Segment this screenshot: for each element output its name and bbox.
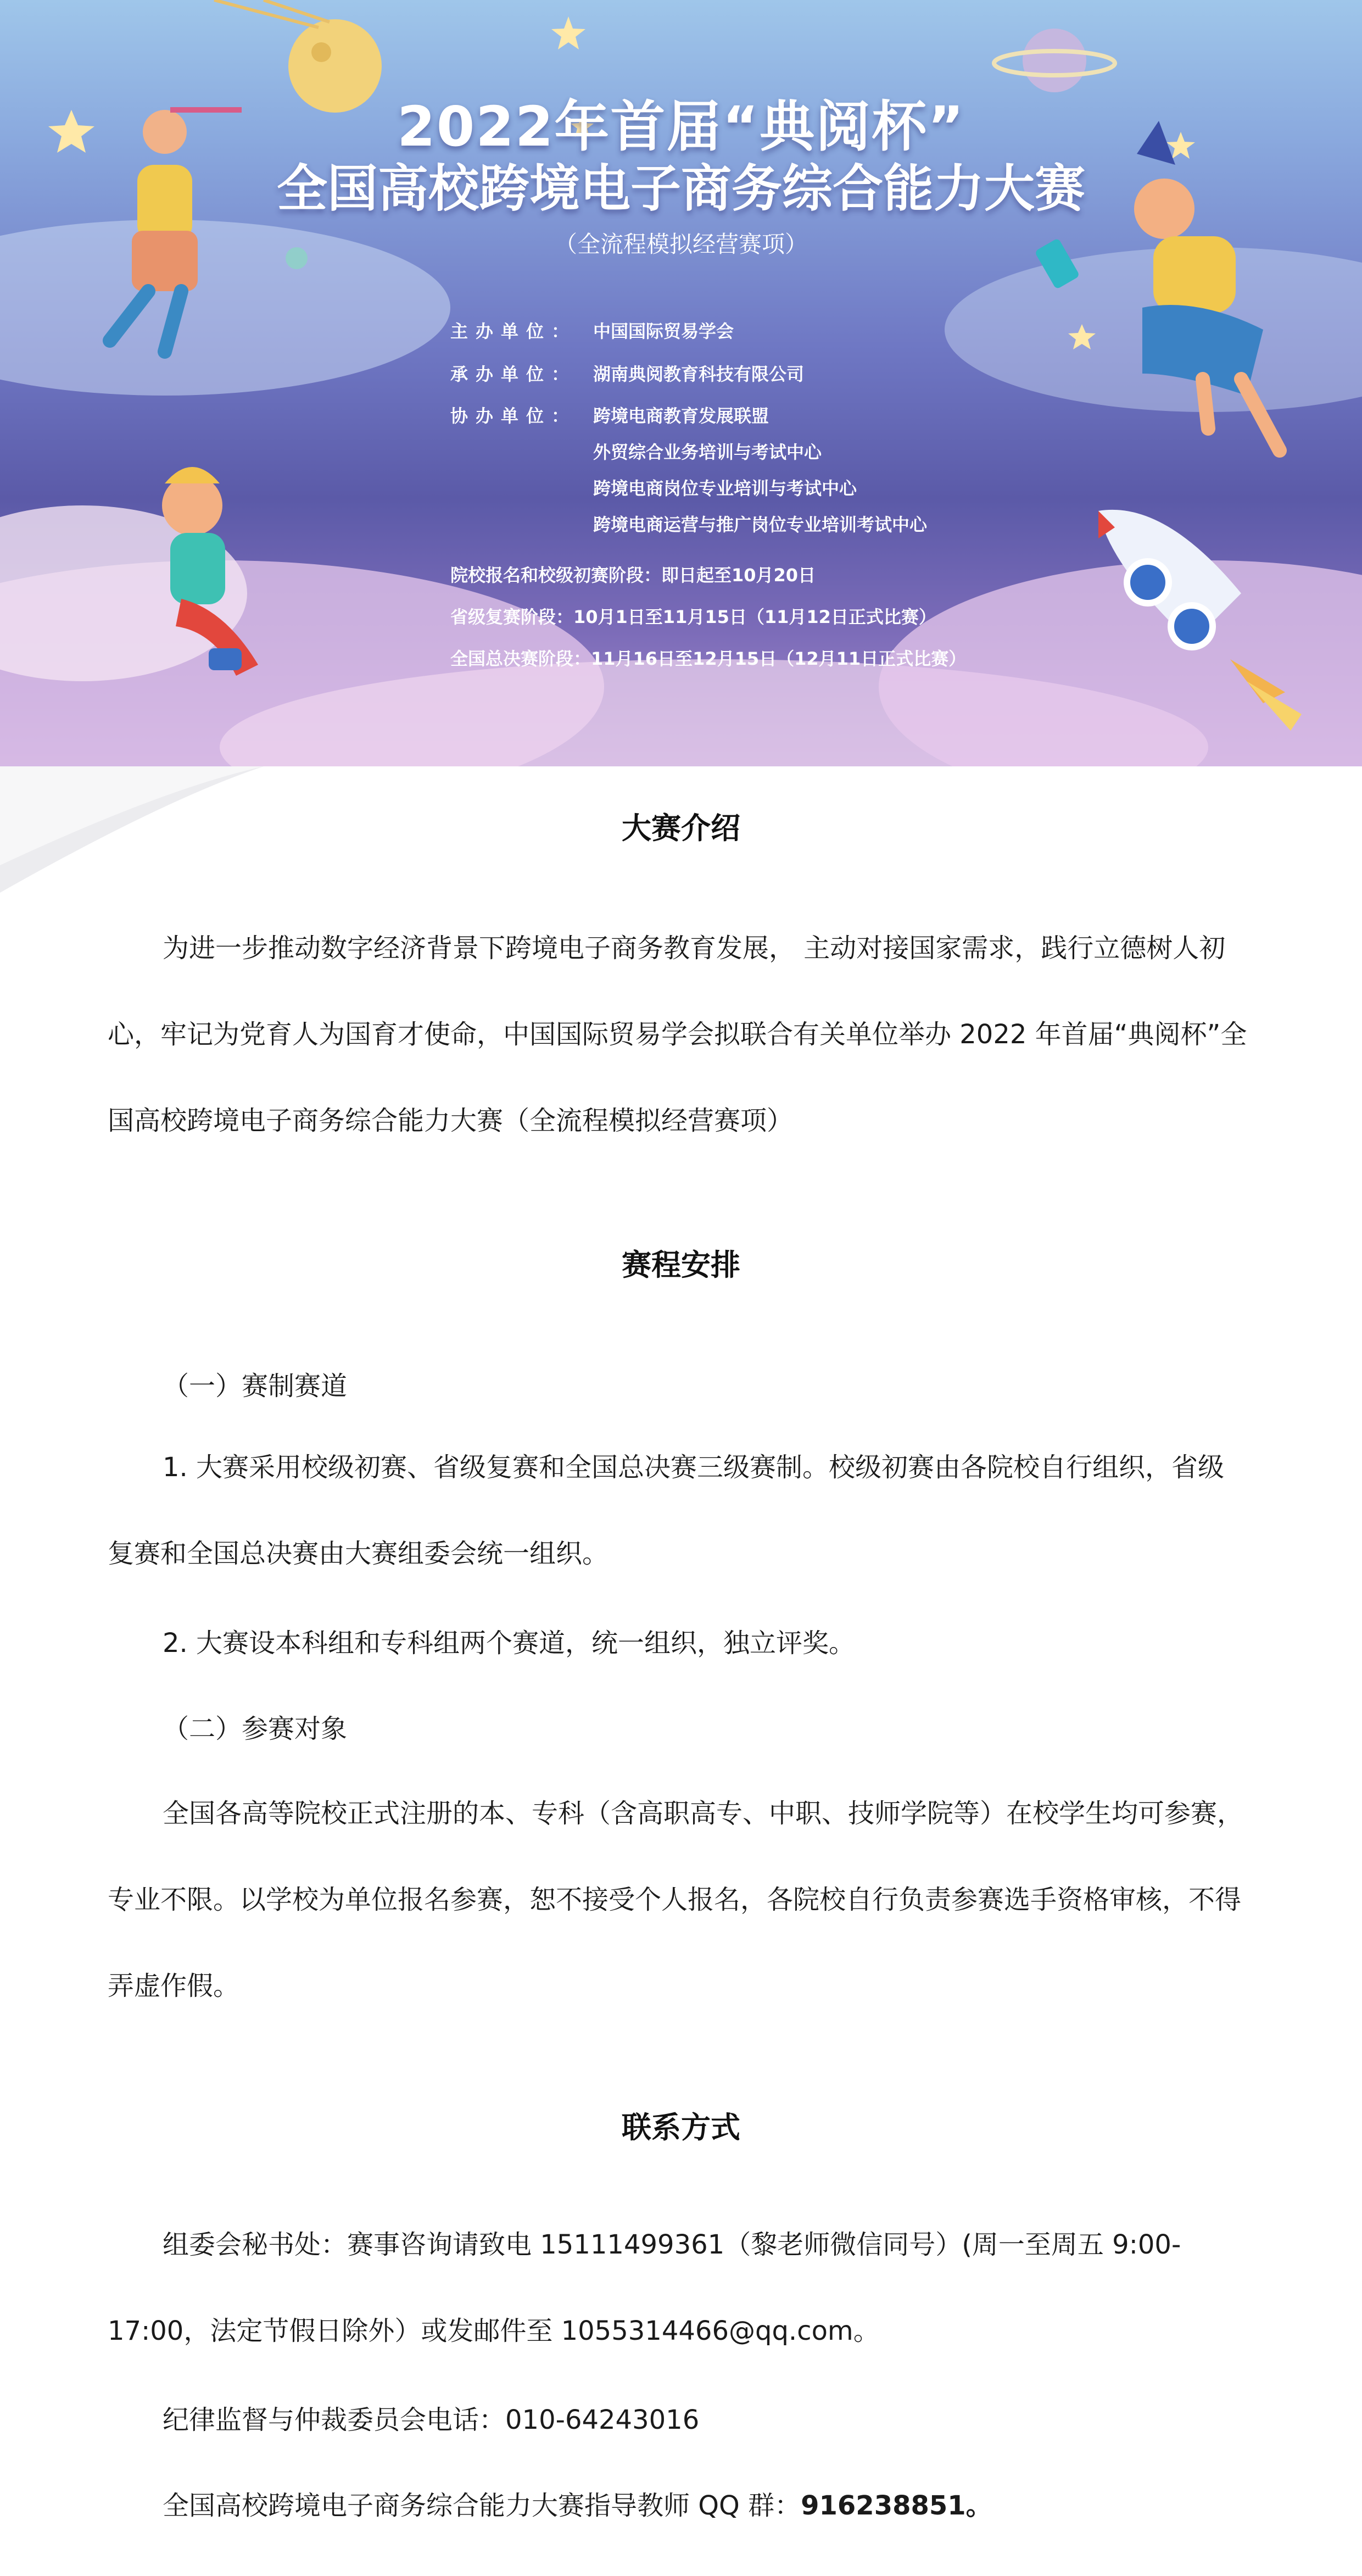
schedule-item1-text: 1. 大赛采用校级初赛、省级复赛和全国总决赛三级赛制。校级初赛由各院校自行组织，省级复赛和全国总决赛由大赛组委会统一组织。: [108, 1452, 1225, 1569]
stage-3: 全国总决赛阶段：11月16日至12月15日（12月11日正式比赛）: [450, 648, 967, 669]
contact-title: 联系方式: [622, 2110, 740, 2145]
schedule-item2-text: 2. 大赛设本科组和专科组两个赛道，统一组织，独立评奖。: [163, 1628, 856, 1659]
contact-qq-number: 916238851。: [801, 2490, 992, 2521]
organizer-row: [450, 318, 734, 343]
schedule-subheading-1: [108, 1365, 347, 1403]
schedule-subheading-2: [108, 1707, 347, 1745]
banner-subtitle: （全流程模拟经营赛项）: [554, 231, 808, 258]
schedule-sub1-text: （一）赛制赛道: [163, 1371, 348, 1401]
undertaker-value: 湖南典阅教育科技有限公司: [593, 364, 805, 385]
intro-text: 为进一步推动数字经济背景下跨境电子商务教育发展， 主动对接国家需求，践行立德树人初心，牢记为党育人为国育才使命，中国国际贸易学会拟联合有关单位举办 2022 年首届“典阅杯”全国高校跨境电子商务综合能力大赛（全流程模拟经营赛项）: [108, 933, 1247, 1136]
stage-2: 省级复赛阶段：10月1日至11月15日（11月12日正式比赛）: [450, 607, 936, 627]
header-banner: [0, 0, 1362, 766]
contact-qq-label: 全国高校跨境电子商务综合能力大赛指导教师 QQ 群：: [163, 2490, 801, 2521]
contact-discipline-text: 纪律监督与仲裁委员会电话：010-64243016: [163, 2405, 700, 2435]
co-organizer-3: 跨境电商岗位专业培训与考试中心: [593, 478, 857, 499]
banner-title-line2: 全国高校跨境电子商务综合能力大赛: [276, 159, 1085, 218]
contact-qq-group: [108, 2484, 992, 2522]
banner-title-line1: 2022年首届“典阅杯”: [397, 94, 965, 159]
contact-discipline: [108, 2399, 699, 2436]
schedule-target-text: 全国各高等院校正式注册的本、专科（含高职高专、中职、技师学院等）在校学生均可参赛，专业不限。以学校为单位报名参赛，恕不接受个人报名，各院校自行负责参赛选手资格审核，不得弄虚作假。: [108, 1798, 1244, 2001]
organizer-label: 主办单位：: [450, 321, 577, 342]
schedule-title: 赛程安排: [622, 1248, 740, 1282]
co-organizer-4: 跨境电商运营与推广岗位专业培训考试中心: [593, 514, 928, 535]
undertaker-row: [450, 360, 804, 386]
co-organizer-row: [450, 402, 769, 427]
intro-title: 大赛介绍: [622, 811, 740, 845]
co-organizer-1: 跨境电商教育发展联盟: [593, 405, 769, 426]
organizer-value: 中国国际贸易学会: [593, 321, 734, 342]
schedule-item-2: [108, 1622, 855, 1660]
schedule-target-paragraph: [108, 1771, 1248, 2029]
contact-secretariat-text: 组委会秘书处：赛事咨询请致电 15111499361（黎老师微信同号）(周一至周五 9:00-17:00，法定节假日除外）或发邮件至 1055314466@qq.com。: [108, 2229, 1181, 2346]
schedule-item-1: [108, 1425, 1248, 1597]
co-organizer-label: 协办单位：: [450, 405, 577, 426]
intro-paragraph: [108, 905, 1248, 1164]
co-organizer-2: 外贸综合业务培训与考试中心: [593, 442, 822, 463]
undertaker-label: 承办单位：: [450, 364, 577, 385]
schedule-sub2-text: （二）参赛对象: [163, 1713, 348, 1744]
contact-secretariat: [108, 2202, 1248, 2374]
stage-1: 院校报名和校级初赛阶段：即日起至10月20日: [450, 565, 816, 586]
